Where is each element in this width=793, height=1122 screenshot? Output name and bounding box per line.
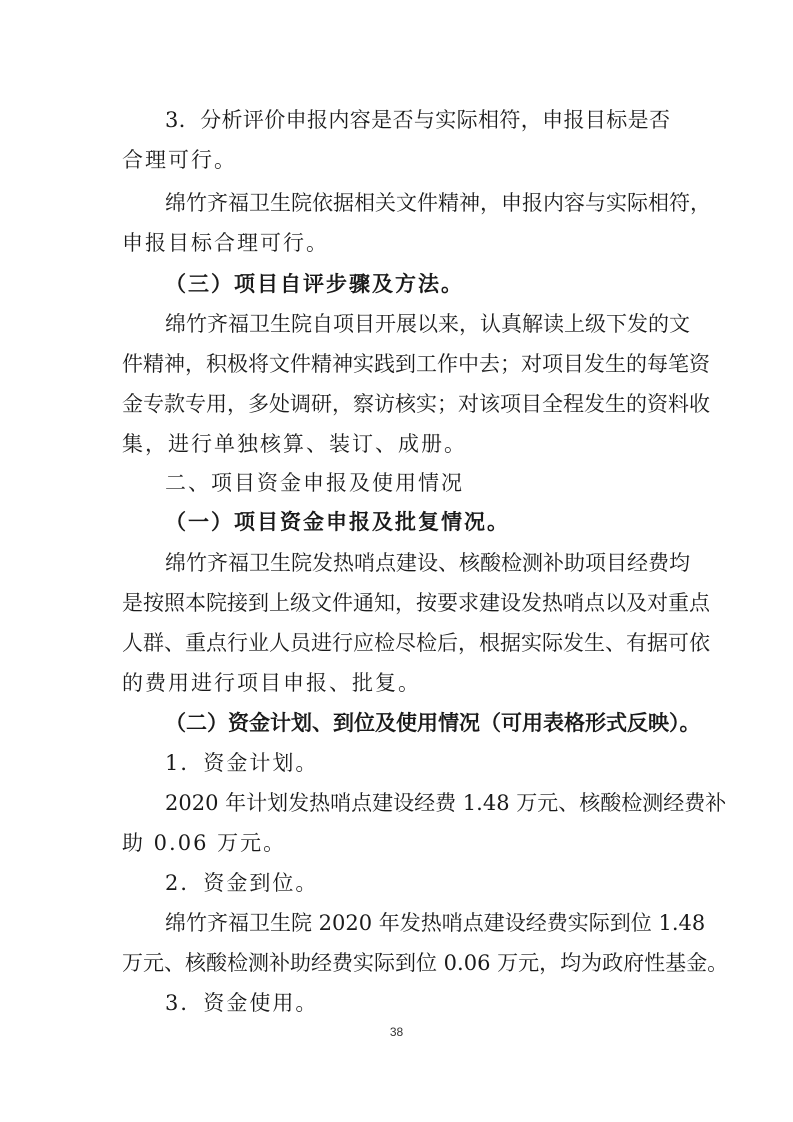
paragraph-line: 金专款专用，多处调研，察访核实；对该项目全程发生的资料收 — [122, 392, 710, 416]
paragraph-line: 万元、核酸检测补助经费实际到位 0.06 万元，均为政府性基金。 — [122, 951, 729, 975]
paragraph-line: 绵竹齐福卫生院 2020 年发热哨点建设经费实际到位 1.48 — [165, 911, 706, 935]
section-heading: （二）资金计划、到位及使用情况（可用表格形式反映）。 — [165, 711, 701, 735]
paragraph-line: 2020 年计划发热哨点建设经费 1.48 万元、核酸检测经费补 — [165, 791, 727, 815]
paragraph-line: 绵竹齐福卫生院依据相关文件精神，申报内容与实际相符， — [165, 191, 711, 215]
paragraph-line: 是按照本院接到上级文件通知，按要求建设发热哨点以及对重点 — [122, 591, 710, 615]
paragraph-line: 助 0.06 万元。 — [122, 831, 287, 855]
paragraph-line: 申报目标合理可行。 — [122, 231, 329, 255]
paragraph-line: 合理可行。 — [122, 148, 237, 172]
paragraph-line: 绵竹齐福卫生院自项目开展以来，认真解读上级下发的文 — [165, 312, 690, 336]
paragraph-line: 集，进行单独核算、装订、成册。 — [122, 432, 467, 456]
section-heading: （一）项目资金申报及批复情况。 — [165, 510, 510, 534]
chapter-heading: 二、项目资金申报及使用情况 — [165, 471, 464, 495]
paragraph-line: 人群、重点行业人员进行应检尽检后，根据实际发生、有据可依 — [122, 631, 710, 655]
subsection-heading: 2．资金到位。 — [165, 871, 319, 895]
page-number: 38 — [389, 1025, 404, 1039]
paragraph-line: 件精神，积极将文件精神实践到工作中去；对项目发生的每笔资 — [122, 352, 710, 376]
paragraph-line: 3．分析评价申报内容是否与实际相符，申报目标是否 — [165, 108, 670, 132]
subsection-heading: 3．资金使用。 — [165, 991, 319, 1015]
section-heading: （三）项目自评步骤及方法。 — [165, 272, 464, 296]
paragraph-line: 的费用进行项目申报、批复。 — [122, 671, 421, 695]
paragraph-line: 绵竹齐福卫生院发热哨点建设、核酸检测补助项目经费均 — [165, 551, 690, 575]
subsection-heading: 1．资金计划。 — [165, 751, 319, 775]
